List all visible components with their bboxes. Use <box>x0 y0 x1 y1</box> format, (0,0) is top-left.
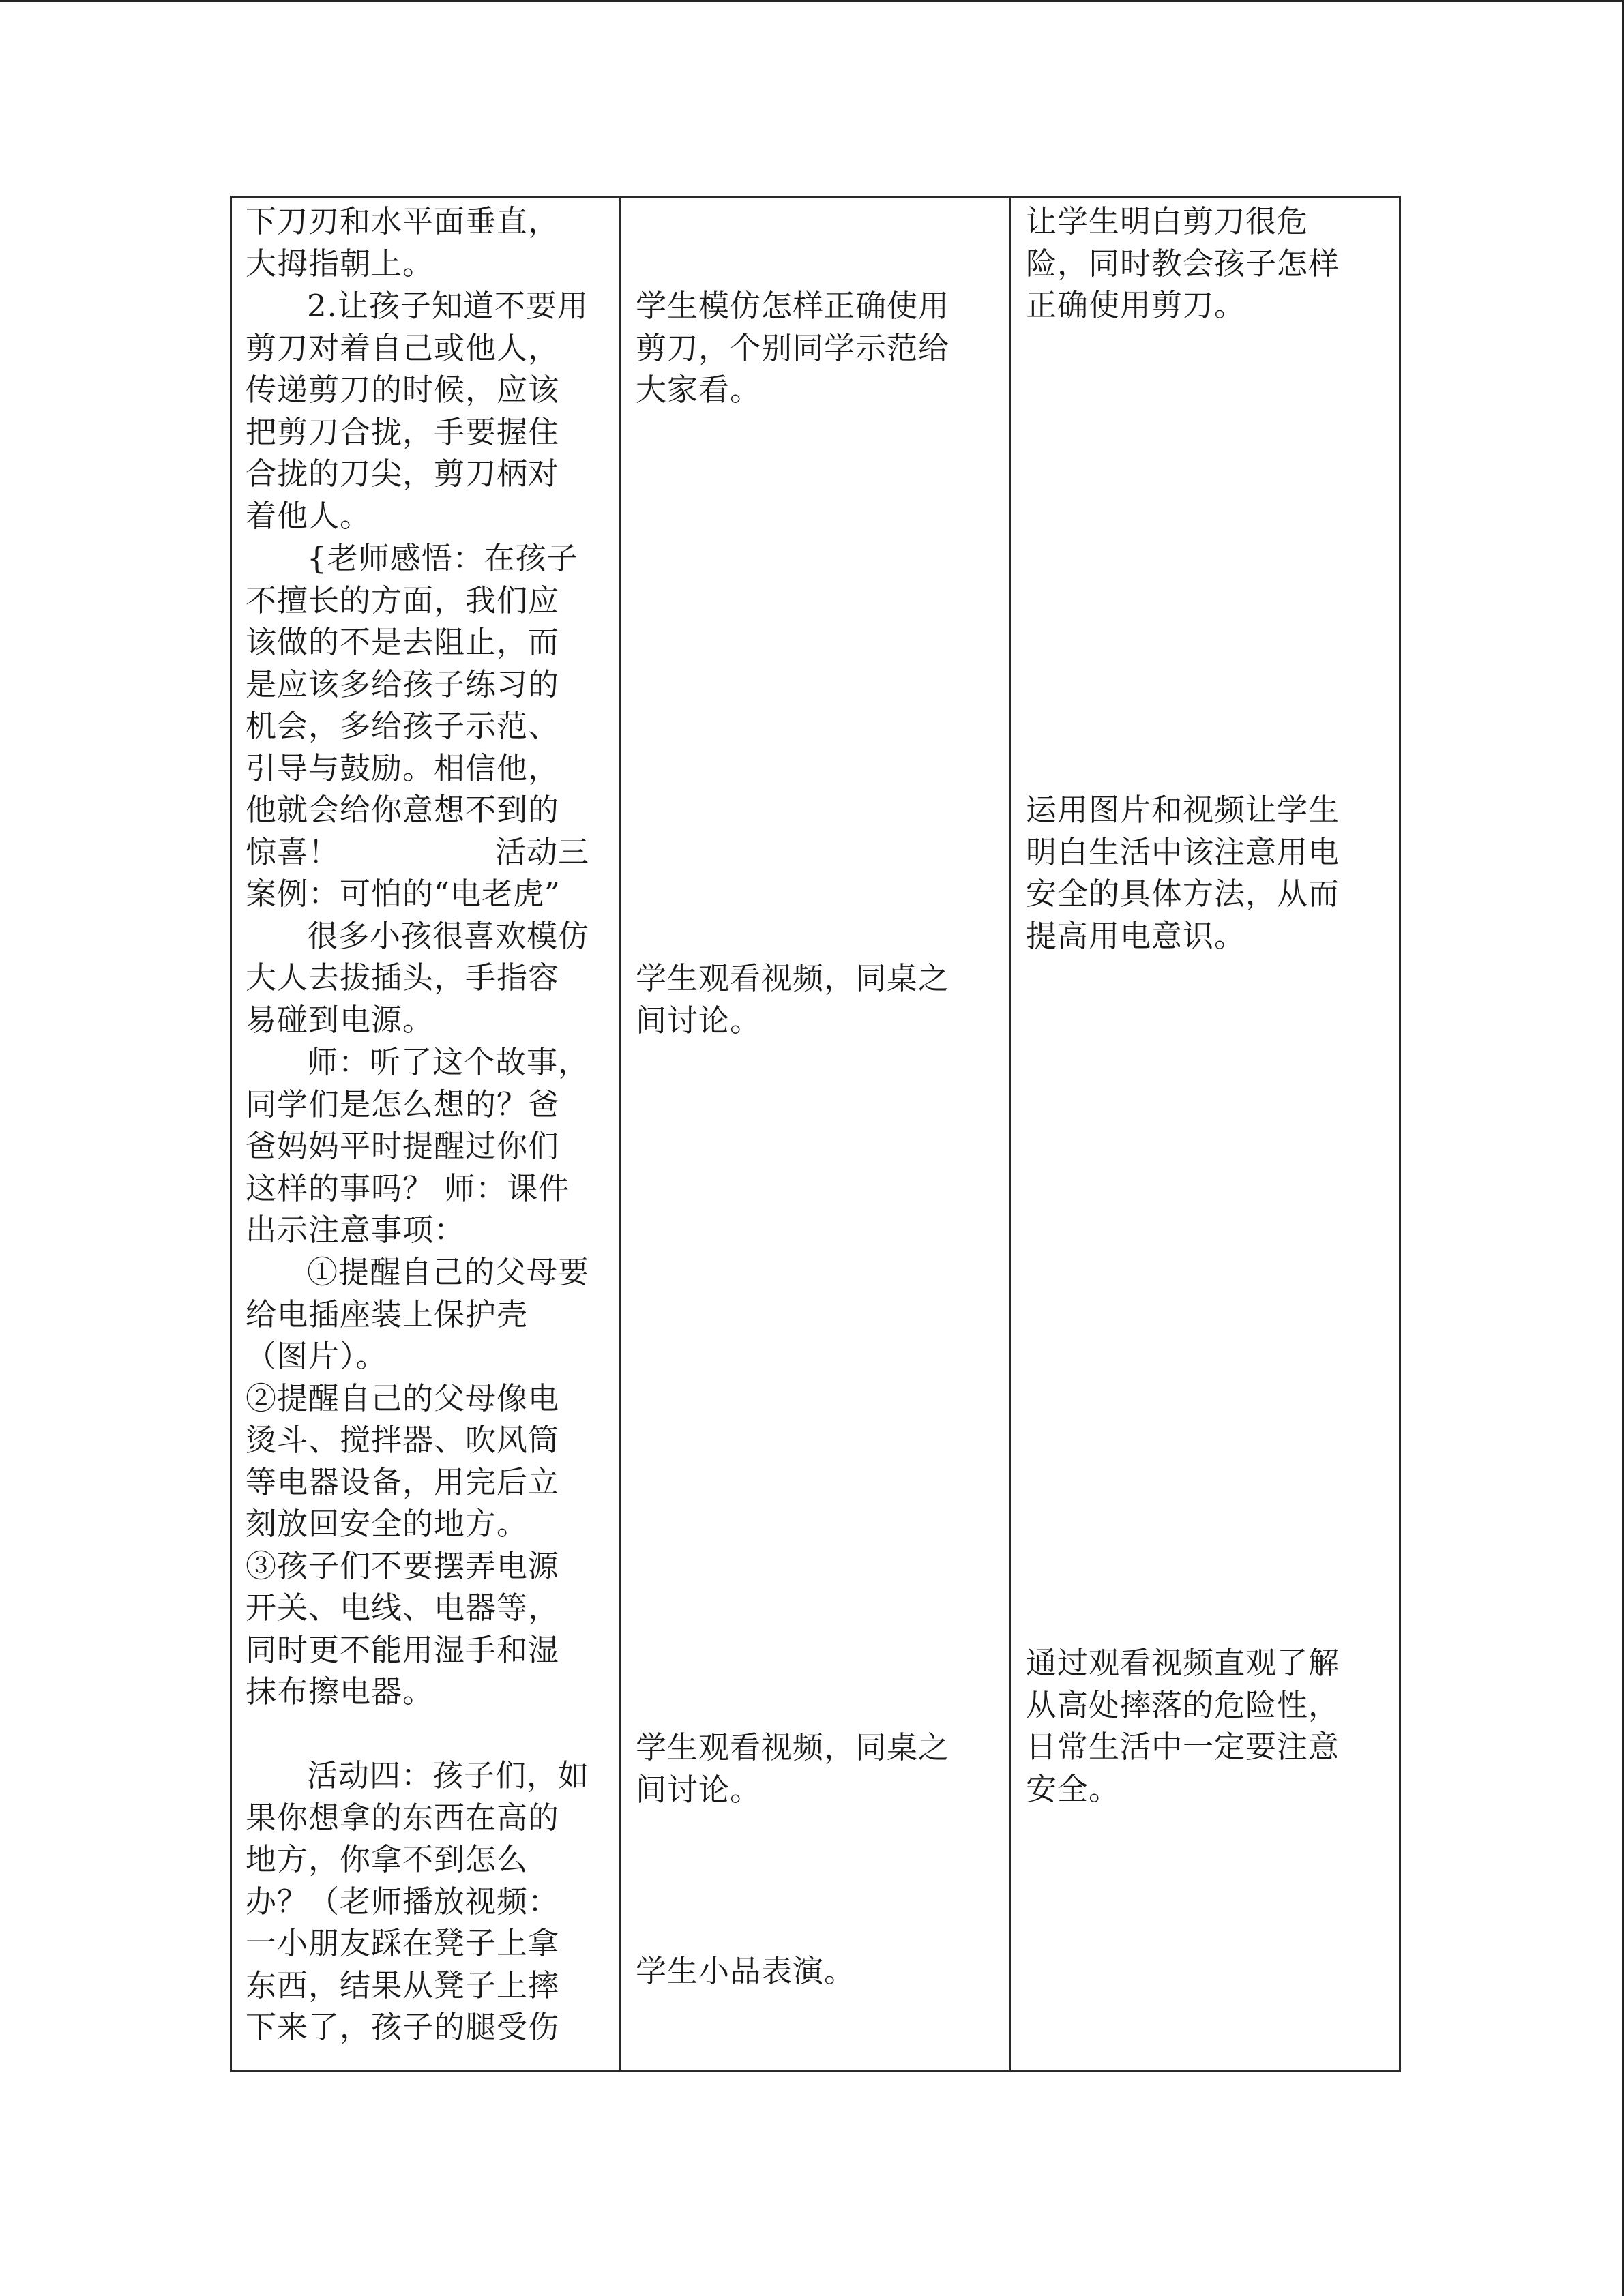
text-line: 案例：可怕的“电老虎” <box>246 876 561 912</box>
text-line: 给电插座装上保护壳 <box>246 1296 529 1332</box>
text-line: 活动四：孩子们，如 <box>307 1757 590 1793</box>
text-block <box>1011 1642 1340 1810</box>
activity-heading: 活动三 <box>495 833 590 870</box>
text-line: 把剪刀合拢，手要握住 <box>246 413 560 450</box>
text-line: 学生观看视频，同桌之 <box>636 960 950 996</box>
text-block <box>621 285 949 411</box>
text-line: 提高用电意识。 <box>1026 917 1246 954</box>
text-line: 剪刀对着自己或他人， <box>246 329 560 366</box>
text-line: 开关、电线、电器等， <box>246 1590 560 1626</box>
text-line: 传递剪刀的时候，应该 <box>246 372 560 408</box>
text-block <box>232 285 589 537</box>
text-line: 爸妈妈平时提醒过你们 <box>246 1128 560 1164</box>
text-line: 明白生活中该注意用电 <box>1026 833 1340 870</box>
text-line: 着他人。 <box>246 497 372 534</box>
text-line: 机会，多给孩子示范、 <box>246 708 560 744</box>
text-line: ③孩子们不要摆弄电源 <box>246 1547 560 1584</box>
text-block <box>232 200 559 284</box>
text-line: 大拇指朝上。 <box>246 245 434 282</box>
text-line: 不擅长的方面，我们应 <box>246 582 560 618</box>
text-line: 出示注意事项： <box>246 1212 466 1248</box>
text-line: 安全的具体方法，从而 <box>1026 876 1340 912</box>
text-line: 学生模仿怎样正确使用 <box>636 288 950 324</box>
design-intent-cell <box>1010 197 1400 2072</box>
text-line: 他就会给你意想不到的 <box>246 792 560 828</box>
text-line: 从高处摔落的危险性， <box>1026 1686 1340 1723</box>
text-line: 正确使用剪刀。 <box>1026 287 1246 323</box>
text-block <box>621 1950 855 1993</box>
text-line: 下刀刃和水平面垂直， <box>246 203 560 239</box>
text-line: 同时更不能用湿手和湿 <box>246 1631 560 1668</box>
text-line: 大人去拔插头，手指容 <box>246 959 560 996</box>
text-line: 日常生活中一定要注意 <box>1026 1729 1340 1765</box>
text-line: 等电器设备，用完后立 <box>246 1463 560 1500</box>
text-line: 地方，你拿不到怎么 <box>246 1841 529 1877</box>
text-line: 安全。 <box>1026 1770 1121 1807</box>
text-line: 同学们是怎么想的？爸 <box>246 1086 560 1122</box>
text-line: 大家看。 <box>636 372 762 408</box>
text-line: 让学生明白剪刀很危 <box>1026 203 1309 239</box>
text-line: 烫斗、搅拌器、吹风筒 <box>246 1422 560 1458</box>
text-block <box>232 873 589 1041</box>
text-block <box>621 957 949 1041</box>
page-top-border <box>0 0 1624 2</box>
text-line: 下来了，孩子的腿受伤 <box>246 2009 560 2045</box>
text-line: 险，同时教会孩子怎样 <box>1026 245 1340 282</box>
text-line: 合拢的刀尖，剪刀柄对 <box>246 456 560 492</box>
text-line: 运用图片和视频让学生 <box>1026 792 1340 828</box>
text-line: 剪刀，个别同学示范给 <box>636 329 950 366</box>
text-line: 易碰到电源。 <box>246 1001 434 1038</box>
text-line: 东西，结果从凳子上摔 <box>246 1967 560 2003</box>
text-line: 学生观看视频，同桌之 <box>636 1729 950 1765</box>
text-block <box>232 1755 589 2048</box>
text-line: 惊喜！ <box>246 833 340 870</box>
student-activity-cell <box>620 197 1010 2072</box>
text-line: 一小朋友踩在凳子上拿 <box>246 1925 560 1961</box>
text-line: 学生小品表演。 <box>636 1953 856 1989</box>
text-block <box>232 1251 589 1713</box>
text-block <box>232 537 590 873</box>
text-line: 抹布擦电器。 <box>246 1673 434 1710</box>
text-line: 引导与鼓励。相信他， <box>246 749 560 786</box>
text-line: 间讨论。 <box>636 1002 762 1039</box>
text-line: 间讨论。 <box>636 1771 762 1808</box>
text-line: 很多小孩很喜欢模仿 <box>307 917 590 954</box>
table-row <box>231 197 1400 2072</box>
text-line: ②提醒自己的父母像电 <box>246 1380 560 1416</box>
teaching-process-cell <box>231 197 620 2072</box>
text-block <box>232 1041 589 1251</box>
text-line: {老师感悟：在孩子 <box>307 540 578 576</box>
text-line: 是应该多给孩子练习的 <box>246 666 560 702</box>
text-line: （图片）。 <box>246 1338 387 1374</box>
text-line: 师：听了这个故事， <box>307 1044 590 1080</box>
text-block <box>1011 789 1340 957</box>
text-line: 这样的事吗？ 师：课件 <box>246 1169 570 1206</box>
text-block <box>1011 200 1340 327</box>
text-line: ①提醒自己的父母要 <box>307 1254 590 1290</box>
text-line: 2.让孩子知道不要用 <box>307 288 589 324</box>
text-line: 该做的不是去阻止，而 <box>246 624 560 660</box>
text-line: 通过观看视频直观了解 <box>1026 1645 1340 1681</box>
text-block <box>621 1727 949 1810</box>
lesson-plan-table <box>230 196 1401 2072</box>
text-line: 果你想拿的东西在高的 <box>246 1799 560 1836</box>
text-line: 刻放回安全的地方。 <box>246 1506 529 1542</box>
text-line: 办？（老师播放视频： <box>246 1883 560 1920</box>
